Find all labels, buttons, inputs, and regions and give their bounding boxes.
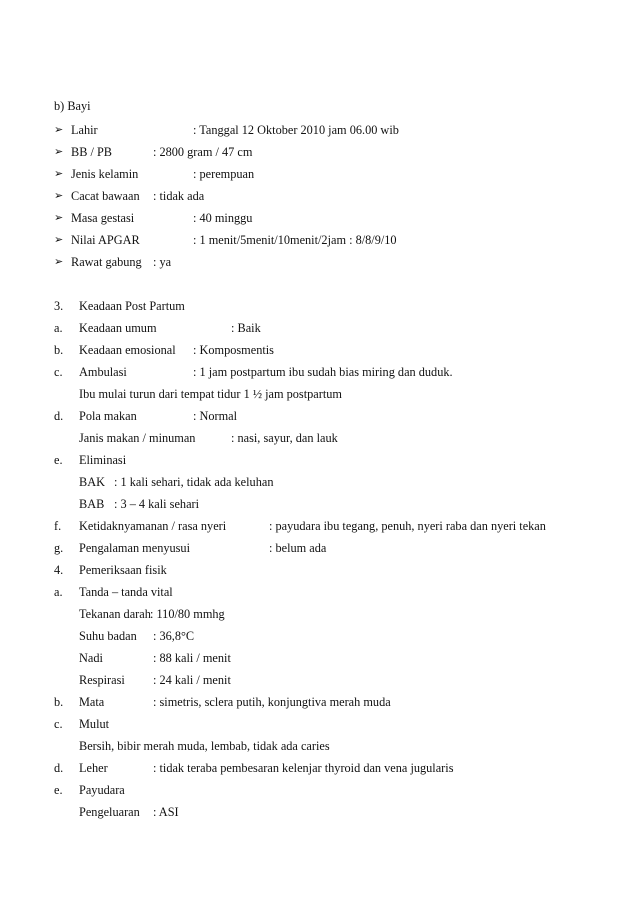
section-heading-post-partum: Keadaan Post Partum xyxy=(79,299,185,313)
jenis-makan-label: Janis makan / minuman xyxy=(79,431,196,445)
respirasi-label: Respirasi xyxy=(79,673,125,687)
nadi-value: : 88 kali / menit xyxy=(153,651,231,665)
item-letter: e. xyxy=(54,453,63,467)
keadaan-emosional-value: : Komposmentis xyxy=(193,343,274,357)
ambulasi-label: Ambulasi xyxy=(79,365,127,379)
tekanan-darah-value: : 110/80 mmhg xyxy=(150,607,225,621)
bak-label: BAK xyxy=(79,475,105,489)
item-letter: d. xyxy=(54,761,64,775)
label: Cacat bawaan xyxy=(71,189,140,203)
mulut-label: Mulut xyxy=(79,717,110,731)
pola-makan-label: Pola makan xyxy=(79,409,137,423)
arrow-bullet-icon: ➢ xyxy=(54,190,64,202)
section-number: 3. xyxy=(54,299,64,313)
pengalaman-menyusui-value: : belum ada xyxy=(269,541,327,555)
bayi-heading: b) Bayi xyxy=(54,99,91,113)
nadi-label: Nadi xyxy=(79,651,103,665)
label: Rawat gabung xyxy=(71,255,142,269)
section-number: 4. xyxy=(54,563,64,577)
value: : 40 minggu xyxy=(193,211,253,225)
label: Nilai APGAR xyxy=(71,233,140,247)
arrow-bullet-icon: ➢ xyxy=(54,124,64,136)
jenis-makan-value: : nasi, sayur, dan lauk xyxy=(231,431,338,445)
payudara-label: Payudara xyxy=(79,783,125,797)
pengalaman-menyusui-label: Pengalaman menyusui xyxy=(79,541,190,555)
mulut-description: Bersih, bibir merah muda, lembab, tidak ada caries xyxy=(79,739,330,753)
bab-label: BAB xyxy=(79,497,105,511)
value: : 1 menit/5menit/10menit/2jam : 8/8/9/10 xyxy=(193,233,397,247)
eliminasi-label: Eliminasi xyxy=(79,453,127,467)
arrow-bullet-icon: ➢ xyxy=(54,168,64,180)
item-letter: f. xyxy=(54,519,62,533)
ketidaknyamanan-value: : payudara ibu tegang, penuh, nyeri raba dan nyeri tekan xyxy=(269,519,546,533)
value: : perempuan xyxy=(193,167,255,181)
arrow-bullet-icon: ➢ xyxy=(54,256,64,268)
suhu-badan-value: : 36,8°C xyxy=(153,629,195,643)
value: : 2800 gram / 47 cm xyxy=(153,145,253,159)
keadaan-umum-label: Keadaan umum xyxy=(79,321,157,335)
tekanan-darah-label: Tekanan darah xyxy=(79,607,151,621)
value: : tidak ada xyxy=(153,189,205,203)
leher-label: Leher xyxy=(79,761,108,775)
ambulasi-value: : 1 jam postpartum ibu sudah bias miring dan duduk. xyxy=(193,365,453,379)
item-letter: e. xyxy=(54,783,63,797)
item-letter: c. xyxy=(54,717,63,731)
label: Lahir xyxy=(71,123,98,137)
item-letter: b. xyxy=(54,695,64,709)
item-letter: g. xyxy=(54,541,64,555)
arrow-bullet-icon: ➢ xyxy=(54,146,64,158)
section-heading-pemeriksaan-fisik: Pemeriksaan fisik xyxy=(79,563,167,577)
label: Jenis kelamin xyxy=(71,167,139,181)
arrow-bullet-icon: ➢ xyxy=(54,212,64,224)
respirasi-value: : 24 kali / menit xyxy=(153,673,231,687)
label: BB / PB xyxy=(71,145,113,159)
bab-value: : 3 – 4 kali sehari xyxy=(114,497,200,511)
bak-value: : 1 kali sehari, tidak ada keluhan xyxy=(114,475,274,489)
mata-label: Mata xyxy=(79,695,105,709)
keadaan-umum-value: : Baik xyxy=(231,321,261,335)
arrow-bullet-icon: ➢ xyxy=(54,234,64,246)
mata-value: : simetris, sclera putih, konjungtiva merah muda xyxy=(153,695,391,709)
keadaan-emosional-label: Keadaan emosional xyxy=(79,343,176,357)
ketidaknyamanan-label: Ketidaknyamanan / rasa nyeri xyxy=(79,519,227,533)
pengeluaran-value: : ASI xyxy=(153,805,179,819)
item-letter: a. xyxy=(54,321,63,335)
item-letter: d. xyxy=(54,409,64,423)
leher-value: : tidak teraba pembesaran kelenjar thyroid dan vena jugularis xyxy=(153,761,454,775)
item-letter: b. xyxy=(54,343,64,357)
tanda-vital-label: Tanda – tanda vital xyxy=(79,585,173,599)
label: Masa gestasi xyxy=(71,211,135,225)
item-letter: a. xyxy=(54,585,63,599)
value: : Tanggal 12 Oktober 2010 jam 06.00 wib xyxy=(193,123,399,137)
pengeluaran-label: Pengeluaran xyxy=(79,805,140,819)
ambulasi-continuation: Ibu mulai turun dari tempat tidur 1 ½ jam postpartum xyxy=(79,387,342,401)
value: : ya xyxy=(153,255,172,269)
suhu-badan-label: Suhu badan xyxy=(79,629,137,643)
pola-makan-value: : Normal xyxy=(193,409,238,423)
item-letter: c. xyxy=(54,365,63,379)
